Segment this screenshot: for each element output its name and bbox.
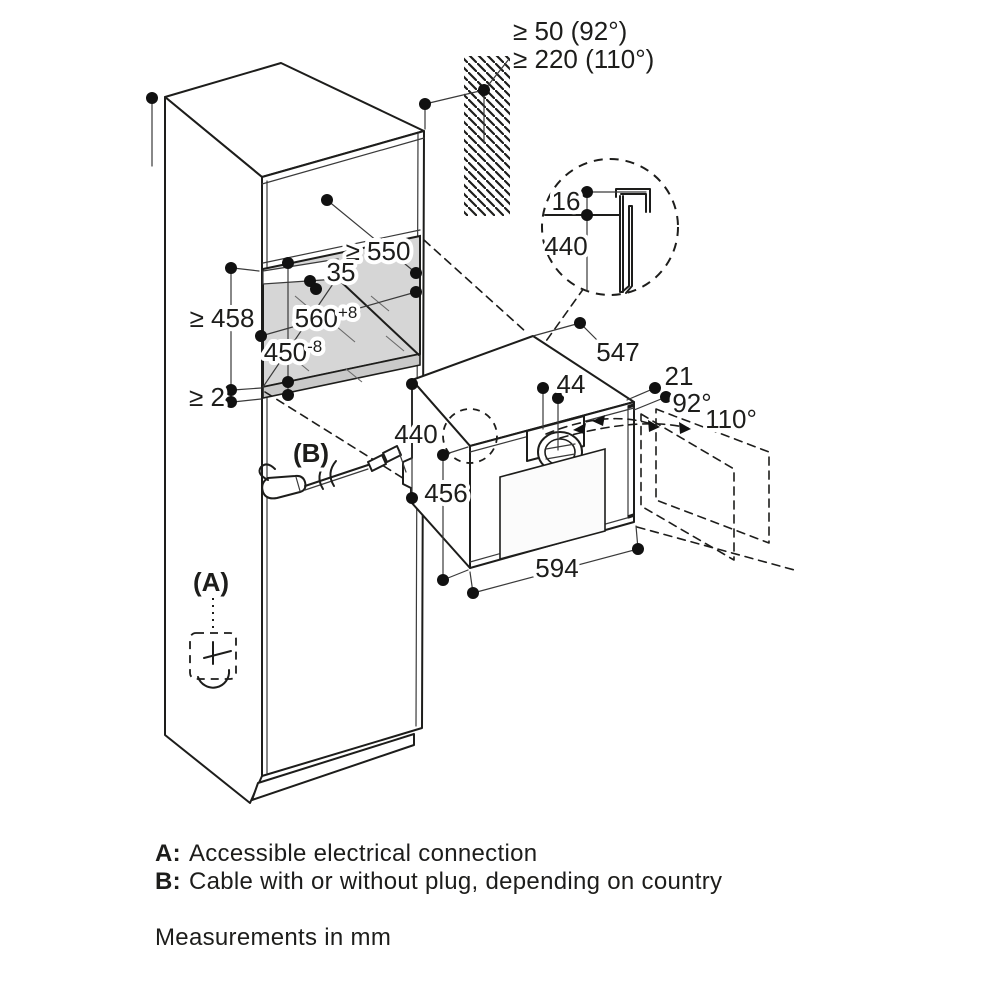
door-open-92-outline (641, 414, 734, 560)
point-a-label: (A) (192, 567, 230, 597)
legend-a-key: A: (155, 840, 181, 867)
detail-height-label: 440 (544, 231, 588, 261)
door-angle-min-label: 92° (672, 388, 712, 418)
detail-circle (542, 159, 678, 295)
niche-rail-label: 35 (326, 257, 356, 287)
door-angle-max-label: 110° (705, 404, 757, 434)
door-thickness-label: 21 (664, 361, 694, 391)
niche-bottom-gap-label: ≥ 2 (189, 382, 225, 412)
detail-circle-outline (542, 159, 678, 295)
legend-b-text: Cable with or without plug, depending on country (188, 868, 723, 895)
knob-offset-label: 44 (556, 369, 586, 399)
cabinet (146, 63, 424, 803)
measurement-note: Measurements in mm (155, 924, 392, 951)
oven-depth-label: 547 (596, 337, 640, 367)
niche-height-label: $450^{-8}$ (263, 337, 323, 367)
legend-b-key: B: (155, 868, 181, 895)
wall-section (419, 56, 510, 216)
oven-front-height-label: 456 (424, 478, 468, 508)
oven-height-label: 440 (394, 419, 438, 449)
legend-a-text: Accessible electrical connection (188, 840, 538, 867)
niche-min-height-label: ≥ 458 (189, 303, 255, 333)
cabinet-left-face (165, 97, 262, 803)
niche-depth-label: ≥ 550 (345, 236, 411, 266)
wall-hatch (464, 56, 510, 216)
oven (403, 336, 634, 568)
oven-width-label: 594 (535, 553, 579, 583)
legend-b (155, 868, 722, 896)
wall-clearance-line1: ≥ 50 (92°) (513, 16, 628, 46)
detail-offset-label: 16 (551, 186, 581, 216)
legend-a (155, 840, 537, 868)
niche-width-label: $560^{+8}$ (294, 303, 358, 333)
wall-clearance-line2: ≥ 220 (110°) (513, 44, 655, 74)
point-b-label: (B) (292, 438, 330, 468)
